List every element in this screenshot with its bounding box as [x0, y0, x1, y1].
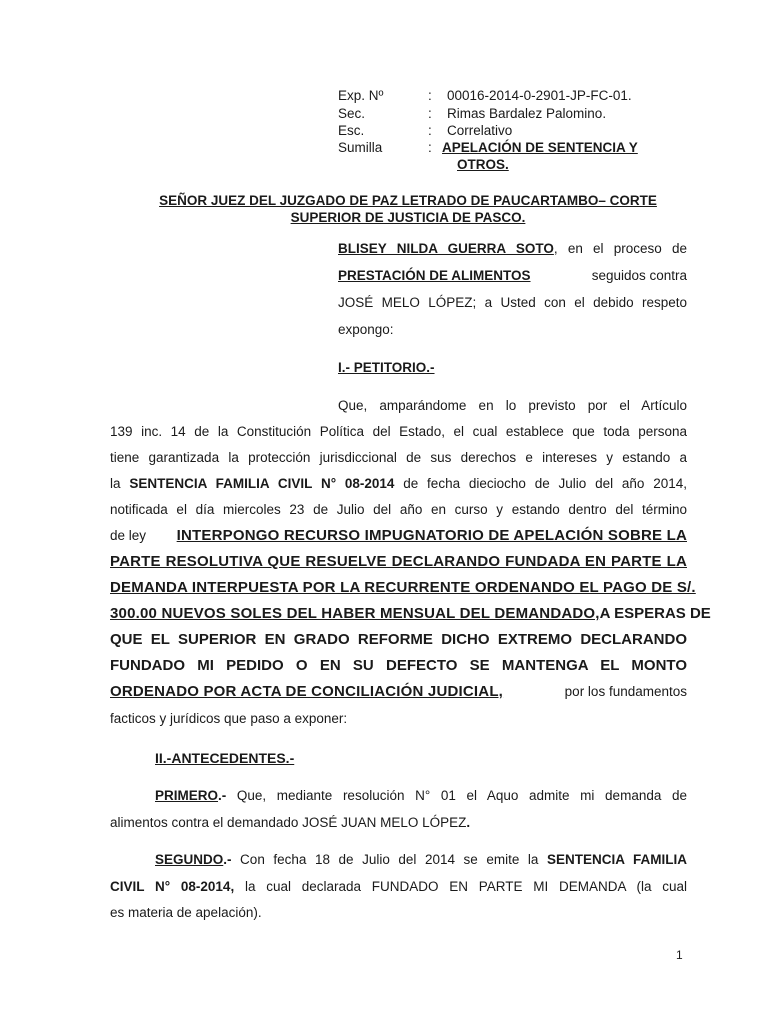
intro-line1	[338, 241, 687, 256]
sentence-ref: SENTENCIA FAMILIA CIVIL N° 08-2014	[129, 476, 395, 491]
segundo-line1	[155, 852, 687, 867]
segundo-line2	[110, 879, 687, 894]
p6-b: INTERPONGO RECURSO IMPUGNATORIO DE APELACIÓN SOBRE LA	[176, 527, 687, 544]
sumilla-value-line1: APELACIÓN DE SENTENCIA Y	[442, 140, 638, 155]
primero-line1	[155, 788, 687, 803]
segundo-sentence: SENTENCIA FAMILIA	[546, 852, 687, 867]
segundo-dash: .-	[223, 852, 232, 867]
addressee-line2: SUPERIOR DE JUSTICIA DE PASCO.	[290, 210, 526, 225]
p9-b: A ESPERAS DE	[599, 605, 711, 622]
exp-sep: :	[428, 88, 432, 103]
p6-a: de ley	[110, 528, 147, 543]
exp-label: Exp. Nº	[338, 88, 384, 103]
esc-value: Correlativo	[447, 123, 513, 138]
primero-label: PRIMERO	[155, 788, 219, 803]
petitorio-line9	[110, 605, 711, 622]
sec-sep: :	[428, 106, 432, 121]
sumilla-sep: :	[428, 140, 432, 155]
petitioner-name: BLISEY NILDA GUERRA SOTO	[338, 241, 554, 256]
intro-line1-rest: , en el proceso de	[553, 241, 687, 256]
section-antecedentes-title: II.-ANTECEDENTES.-	[155, 750, 295, 766]
primero-dash: .-	[218, 788, 227, 803]
p4-c: de fecha dieciocho de Julio del año 2014,	[394, 476, 687, 491]
petitorio-line13: facticos y jurídicos que paso a exponer:	[110, 711, 348, 726]
segundo-text: Con fecha 18 de Julio del 2014 se emite la	[231, 852, 547, 867]
primero-text: Que, mediante resolución N° 01 el Aquo admite mi demanda de	[226, 788, 687, 803]
petitorio-line7: PARTE RESOLUTIVA QUE RESUELVE DECLARANDO FUNDADA EN PARTE LA	[110, 553, 687, 570]
esc-sep: :	[428, 123, 432, 138]
primero-line2	[110, 815, 470, 830]
petitorio-line4	[110, 476, 687, 491]
segundo-line3: es materia de apelación).	[110, 905, 262, 920]
primero-line2-end: .	[466, 815, 471, 830]
sec-label: Sec.	[338, 106, 366, 121]
process-name: PRESTACIÓN DE ALIMENTOS	[338, 268, 531, 283]
sec-value: Rimas Bardalez Palomino.	[447, 106, 607, 121]
segundo-label: SEGUNDO	[155, 852, 224, 867]
intro-line4: expongo:	[338, 322, 394, 337]
sumilla-value-line2: OTROS.	[457, 157, 509, 172]
primero-line2-text: alimentos contra el demandado JOSÉ JUAN MELO LÓPEZ	[110, 815, 467, 830]
petitorio-line12	[110, 683, 687, 700]
petitorio-line6	[110, 527, 687, 544]
intro-line2-rest: seguidos contra	[591, 268, 687, 283]
p4-a: la	[110, 476, 130, 491]
p9-a: 300.00 NUEVOS SOLES DEL HABER MENSUAL DEL DEMANDADO,	[110, 605, 600, 622]
segundo-sentence-num: CIVIL N° 08-2014,	[110, 879, 235, 894]
intro-line3: JOSÉ MELO LÓPEZ; a Usted con el debido respeto	[338, 295, 687, 310]
segundo-line2-text: la cual declarada FUNDADO EN PARTE MI DEMANDA (la cual	[234, 879, 688, 894]
sumilla-label: Sumilla	[338, 140, 383, 155]
petitorio-line11: FUNDADO MI PEDIDO O EN SU DEFECTO SE MANTENGA EL MONTO	[110, 657, 687, 674]
petitorio-line2: 139 inc. 14 de la Constitución Política del Estado, el cual establece que toda persona	[110, 424, 687, 439]
intro-line2	[338, 268, 687, 283]
exp-value: 00016-2014-0-2901-JP-FC-01.	[447, 88, 632, 103]
petitorio-line8: DEMANDA INTERPUESTA POR LA RECURRENTE ORDENANDO EL PAGO DE S/.	[110, 579, 696, 596]
addressee-line1: SEÑOR JUEZ DEL JUZGADO DE PAZ LETRADO DE PAUCARTAMBO– CORTE	[159, 193, 657, 208]
petitorio-line10: QUE EL SUPERIOR EN GRADO REFORME DICHO EXTREMO DECLARANDO	[110, 631, 687, 648]
p12-a: ORDENADO POR ACTA DE CONCILIACIÓN JUDICIAL,	[110, 683, 504, 700]
p12-b: por los fundamentos	[564, 684, 687, 699]
petitorio-line5: notificada el día miercoles 23 de Julio del año en curso y estando dentro del término	[110, 502, 687, 517]
page-number: 1	[676, 948, 683, 962]
section-petitorio-title: I.- PETITORIO.-	[338, 360, 435, 375]
petitorio-line1: Que, amparándome en lo previsto por el Artículo	[338, 398, 687, 413]
esc-label: Esc.	[338, 123, 365, 138]
petitorio-line3: tiene garantizada la protección jurisdiccional de sus derechos e intereses y estando a	[110, 450, 687, 465]
